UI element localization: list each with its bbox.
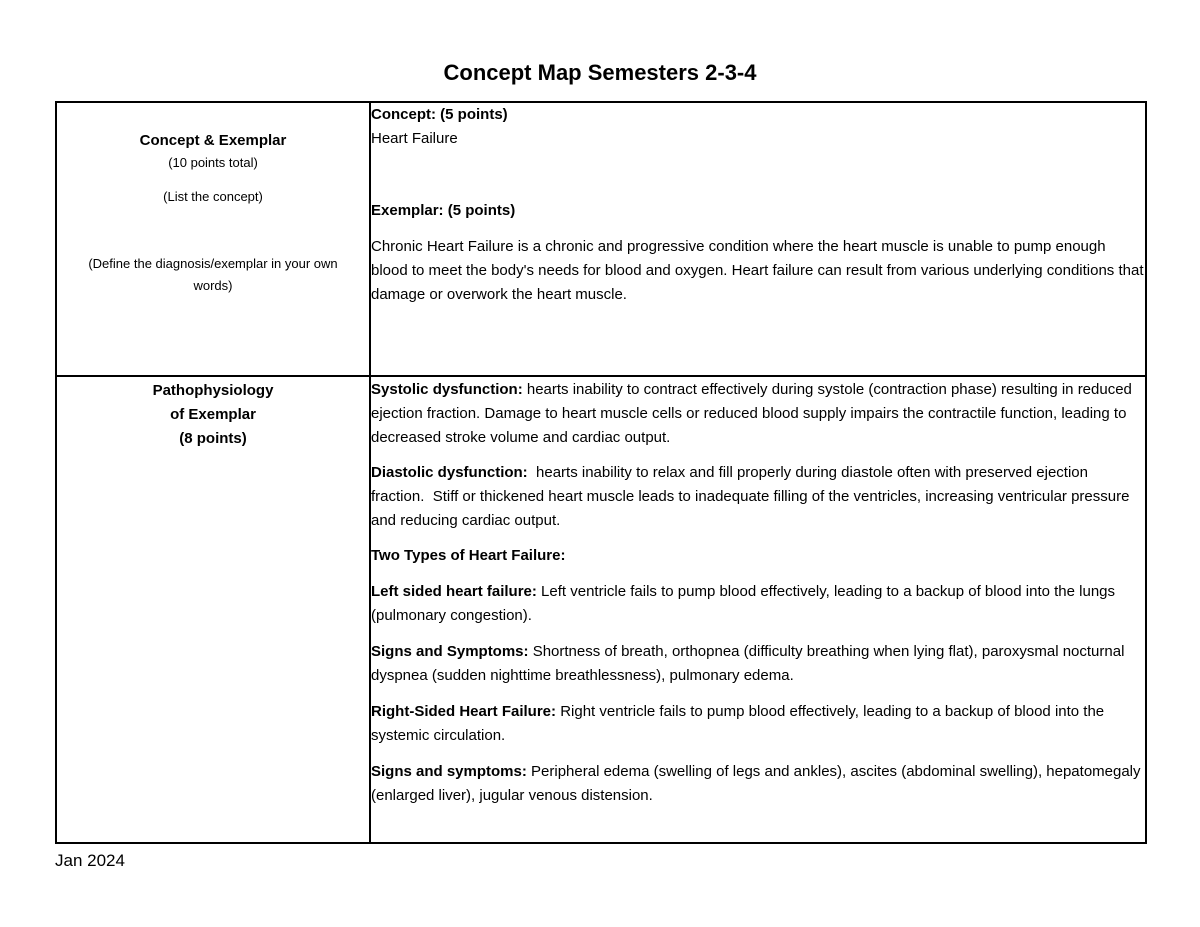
pathophysiology-heading-line2: of Exemplar — [170, 406, 256, 423]
concept-exemplar-content-cell — [370, 102, 1146, 376]
define-exemplar-hint: (Define the diagnosis/exemplar in your own words) — [88, 256, 338, 293]
left-signs-paragraph — [371, 640, 1145, 688]
pathophysiology-heading-line1: Pathophysiology — [152, 382, 274, 399]
concept-exemplar-points: (10 points total) — [168, 155, 258, 170]
right-signs-text: Peripheral edema (swelling of legs and ankles), ascites (abdominal swelling), hepatomegaly (enlarged liver), jugular venous distension. — [371, 763, 1141, 804]
systolic-paragraph — [371, 378, 1145, 450]
systolic-text: hearts inability to contract effectively during systole (contraction phase) resulting in reduced ejection fraction. Damage to heart muscle cells or reduced blood supply impairs the contractile function, leading to decreased stroke volume and cardiac output. — [371, 381, 1132, 446]
pathophysiology-row — [56, 376, 1146, 843]
pathophysiology-points: (8 points) — [179, 430, 247, 447]
pathophysiology-label-cell — [56, 376, 370, 843]
concept-exemplar-heading: Concept & Exemplar — [139, 132, 287, 149]
concept-exemplar-row — [56, 102, 1146, 376]
page-title: Concept Map Semesters 2-3-4 — [443, 60, 757, 85]
footer-date: Jan 2024 — [55, 851, 125, 870]
list-concept-hint: (List the concept) — [163, 189, 263, 204]
systolic-label: Systolic dysfunction: — [371, 381, 523, 398]
diastolic-text: hearts inability to relax and fill properly during diastole often with preserved ejection fraction. Stiff or thickened heart muscle leads to inadequate filling of the ventricles, increasing ventricular pressure and reducing cardiac output. — [371, 464, 1134, 529]
concept-label: Concept: (5 points) — [371, 106, 508, 123]
left-sided-paragraph — [371, 580, 1145, 628]
diastolic-label: Diastolic dysfunction: — [371, 464, 528, 481]
left-signs-text: Shortness of breath, orthopnea (difficulty breathing when lying flat), paroxysmal nocturnal dyspnea (sudden nighttime breathlessness), pulmonary edema. — [371, 643, 1125, 684]
right-sided-paragraph — [371, 700, 1145, 748]
right-sided-label: Right-Sided Heart Failure: — [371, 703, 557, 720]
diastolic-paragraph — [371, 461, 1145, 533]
exemplar-label: Exemplar: (5 points) — [371, 202, 516, 219]
right-signs-paragraph — [371, 760, 1145, 808]
concept-map-table — [55, 101, 1147, 844]
left-sided-label: Left sided heart failure: — [371, 583, 537, 600]
right-sided-text: Right ventricle fails to pump blood effectively, leading to a backup of blood into the systemic circulation. — [371, 703, 1105, 744]
left-signs-label: Signs and Symptoms: — [371, 643, 529, 660]
pathophysiology-content-cell — [370, 376, 1146, 843]
exemplar-text: Chronic Heart Failure is a chronic and progressive condition where the heart muscle is unable to pump enough blood to meet the body's needs for blood and oxygen. Heart failure can result from various underlying conditions that damage or overwork the heart muscle. — [371, 238, 1144, 303]
concept-exemplar-label-cell — [56, 102, 370, 376]
types-heading: Two Types of Heart Failure: — [371, 547, 566, 564]
right-signs-label: Signs and symptoms: — [371, 763, 527, 780]
concept-value: Heart Failure — [371, 130, 458, 147]
left-sided-text: Left ventricle fails to pump blood effectively, leading to a backup of blood into the lungs (pulmonary congestion). — [371, 583, 1116, 624]
